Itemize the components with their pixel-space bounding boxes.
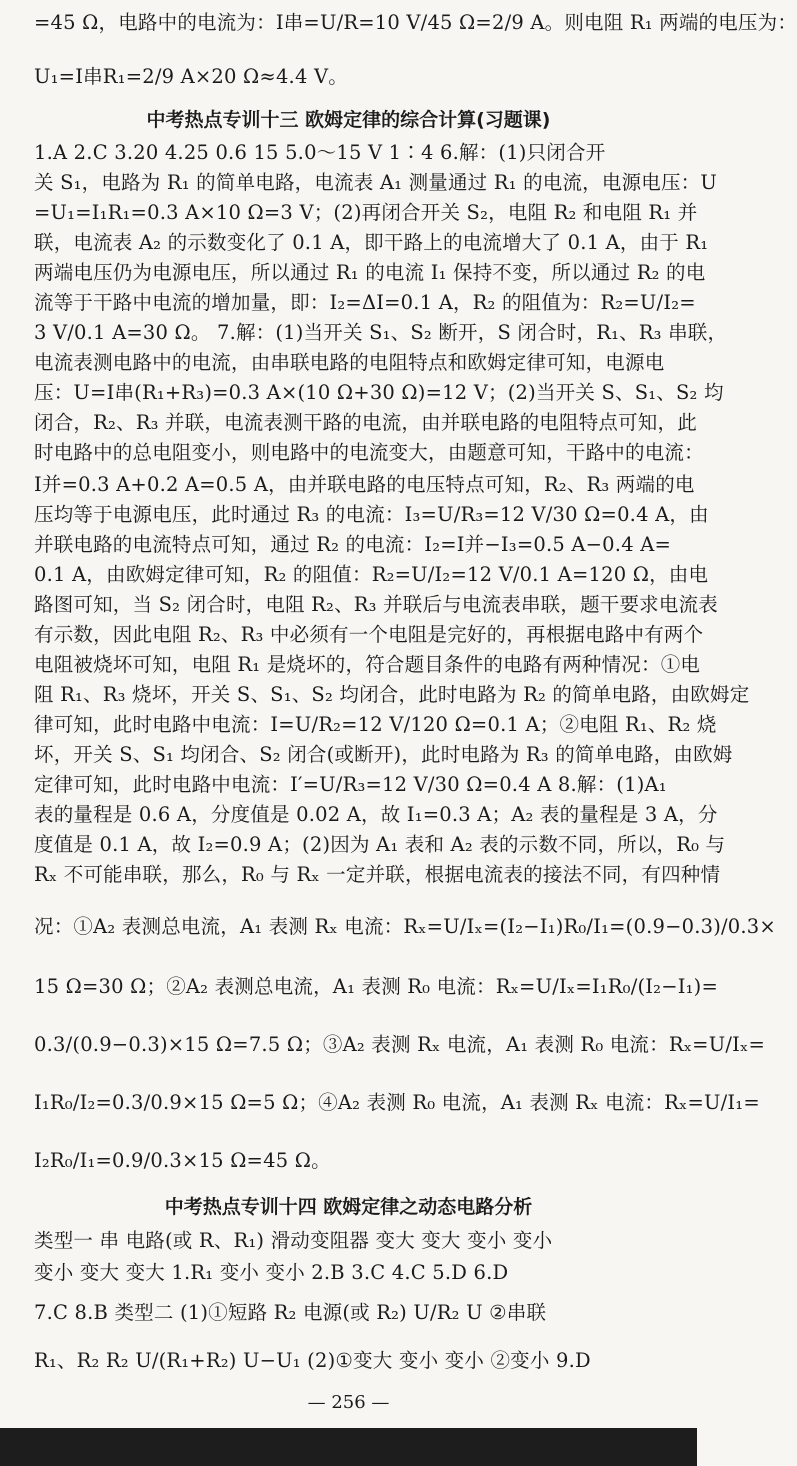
text-line: 15 Ω=30 Ω；②A₂ 表测总电流，A₁ 表测 R₀ 电流：Rₓ=U/Iₓ=I₁R₀/(I₂−I₁)= (34, 975, 719, 998)
text-line: 路图可知，当 S₂ 闭合时，电阻 R₂、R₃ 并联后与电流表串联，题干要求电流表 (34, 593, 718, 616)
text-line: 7.C 8.B 类型二 (1)①短路 R₂ 电源(或 R₂) U/R₂ U ②串联 (34, 1301, 547, 1324)
text-line: 变小 变大 变大 1.R₁ 变小 变小 2.B 3.C 4.C 5.D 6.D (34, 1261, 509, 1284)
text-line: 闭合，R₂、R₃ 并联，电流表测干路的电流，由并联电路的电阻特点可知，此 (34, 411, 697, 434)
text-line: 并联电路的电流特点可知，通过 R₂ 的电流：I₂=I并−I₃=0.5 A−0.4 A= (34, 533, 672, 556)
text-line: I₂R₀/I₁=0.9/0.3×15 Ω=45 Ω。 (34, 1149, 331, 1172)
text-line: 3 V/0.1 A=30 Ω。 7.解：(1)当开关 S₁、S₂ 断开，S 闭合时，R₁、R₃ 串联， (34, 321, 728, 344)
section-heading: 中考热点专训十三 欧姆定律的综合计算(习题课) (146, 109, 551, 131)
text-line: 0.1 A，由欧姆定律可知，R₂ 的阻值：R₂=U/I₂=12 V/0.1 A=120 Ω，由电 (34, 563, 709, 586)
text-line: 关 S₁，电路为 R₁ 的简单电路，电流表 A₁ 测量通过 R₁ 的电流，电源电压：U (34, 171, 717, 194)
text-line: 0.3/(0.9−0.3)×15 Ω=7.5 Ω；③A₂ 表测 Rₓ 电流，A₁ 表测 R₀ 电流：Rₓ=U/Iₓ= (34, 1033, 766, 1056)
text-line: 律可知，此时电路中电流：I=U/R₂=12 V/120 Ω=0.1 A；②电阻 R₁、R₂ 烧 (34, 713, 717, 736)
text-line: =U₁=I₁R₁=0.3 A×10 Ω=3 V；(2)再闭合开关 S₂，电阻 R₂ 和电阻 R₁ 并 (34, 201, 698, 224)
text-line: 阻 R₁、R₃ 烧坏，开关 S、S₁、S₂ 均闭合，此时电路为 R₂ 的简单电路，由欧姆定 (34, 683, 750, 706)
section-heading: 中考热点专训十四 欧姆定律之动态电路分析 (164, 1196, 533, 1218)
page-number: — 256 — (307, 1392, 390, 1413)
text-line: 流等于干路中电流的增加量，即：I₂=ΔI=0.1 A，R₂ 的阻值为：R₂=U/I₂= (34, 291, 696, 314)
text-line: 有示数，因此电阻 R₂、R₃ 中必须有一个电阻是完好的，再根据电路中有两个 (34, 623, 704, 646)
text-line: I并=0.3 A+0.2 A=0.5 A，由并联电路的电压特点可知，R₂、R₃ 两端的电 (34, 473, 695, 496)
text-line: 类型一 串 电路(或 R、R₁) 滑动变阻器 变大 变大 变小 变小 (34, 1229, 553, 1252)
text-line: 1.A 2.C 3.20 4.25 0.6 15 5.0～15 V 1∶4 6.解：(1)只闭合开 (34, 141, 606, 164)
text-line: 况：①A₂ 表测总电流，A₁ 表测 Rₓ 电流：Rₓ=U/Iₓ=(I₂−I₁)R₀/I₁=(0.9−0.3)/0.3× (34, 915, 776, 938)
text-line: 定律可知，此时电路中电流：I′=U/R₃=12 V/30 Ω=0.4 A 8.解：(1)A₁ (34, 773, 667, 796)
text-line: =45 Ω，电路中的电流为：I串=U/R=10 V/45 Ω=2/9 A。则电阻 R₁ 两端的电压为： (34, 11, 797, 34)
text-line: 表的量程是 0.6 A，分度值是 0.02 A，故 I₁=0.3 A；A₂ 表的量程是 3 A，分 (34, 803, 718, 826)
text-line: 时电路中的总电阻变小，则电路中的电流变大，由题意可知，干路中的电流： (34, 441, 704, 464)
text-line: 电阻被烧坏可知，电阻 R₁ 是烧坏的，符合题目条件的电路有两种情况：①电 (34, 653, 701, 676)
text-line: 压均等于电源电压，此时通过 R₃ 的电流：I₃=U/R₃=12 V/30 Ω=0.4 A，由 (34, 503, 709, 526)
text-line: 坏，开关 S、S₁ 均闭合、S₂ 闭合(或断开)，此时电路为 R₃ 的简单电路，由欧姆 (34, 743, 733, 766)
text-line: 两端电压仍为电源电压，所以通过 R₁ 的电流 I₁ 保持不变，所以通过 R₂ 的电 (34, 261, 706, 284)
text-line: 电流表测电路中的电流，由串联电路的电阻特点和欧姆定律可知，电源电 (34, 351, 665, 374)
bottom-edge-bar (0, 1428, 697, 1466)
text-line: R₁、R₂ R₂ U/(R₁+R₂) U−U₁ (2)①变大 变小 变小 ②变小 9.D (34, 1349, 591, 1372)
text-line: 联，电流表 A₂ 的示数变化了 0.1 A，即干路上的电流增大了 0.1 A，由于 R₁ (34, 231, 709, 254)
text-line: 压：U=I串(R₁+R₃)=0.3 A×(10 Ω+30 Ω)=12 V；(2)当开关 S、S₁、S₂ 均 (34, 381, 724, 404)
text-line: 度值是 0.1 A，故 I₂=0.9 A；(2)因为 A₁ 表和 A₂ 表的示数不同，所以，R₀ 与 (34, 833, 726, 856)
text-line: Rₓ 不可能串联，那么，R₀ 与 Rₓ 一定并联，根据电流表的接法不同，有四种情 (34, 863, 721, 886)
text-line: I₁R₀/I₂=0.3/0.9×15 Ω=5 Ω；④A₂ 表测 R₀ 电流，A₁ 表测 Rₓ 电流：Rₓ=U/I₁= (34, 1091, 760, 1114)
text-line: U₁=I串R₁=2/9 A×20 Ω≈4.4 V。 (34, 65, 348, 88)
